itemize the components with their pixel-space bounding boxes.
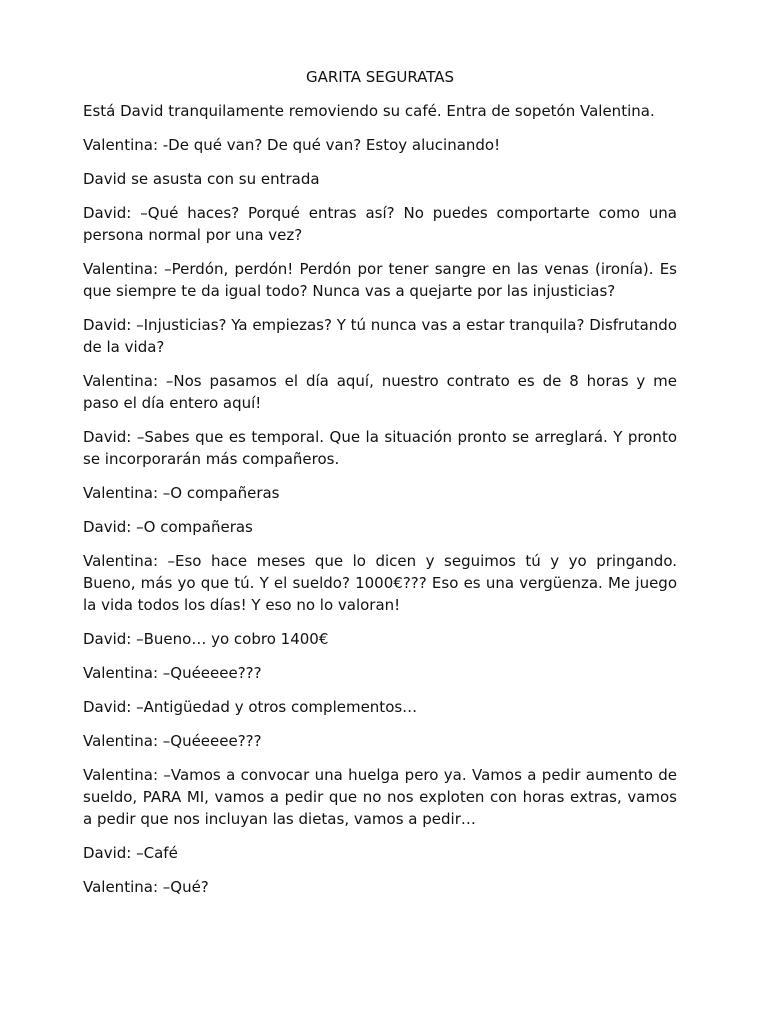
paragraph: Valentina: –Perdón, perdón! Perdón por tener sangre en las venas (ironía). Es que siempre te da igual todo? Nunca vas a quejarte por las injusticias? [83, 260, 677, 300]
paragraph: Valentina: –O compañeras [83, 484, 280, 502]
paragraph: Valentina: –Qué? [83, 878, 209, 896]
paragraph: Valentina: –Eso hace meses que lo dicen y seguimos tú y yo pringando. Bueno, más yo que tú. Y el sueldo? 1000€??? Eso es una vergüenza. Me juego la vida todos los días! Y eso no lo valoran! [83, 552, 677, 614]
paragraph: David: –Antigüedad y otros complementos… [83, 698, 418, 716]
paragraph: Está David tranquilamente removiendo su café. Entra de sopetón Valentina. [83, 102, 655, 120]
paragraph: David: –Qué haces? Porqué entras así? No puedes comportarte como una persona normal por una vez? [83, 204, 677, 244]
paragraph: David: –Sabes que es temporal. Que la situación pronto se arreglará. Y pronto se incorporarán más compañeros. [83, 428, 677, 468]
paragraph: Valentina: -De qué van? De qué van? Estoy alucinando! [83, 136, 501, 154]
paragraph: David: –Bueno… yo cobro 1400€ [83, 630, 329, 648]
paragraph: David se asusta con su entrada [83, 170, 320, 188]
paragraph: Valentina: –Vamos a convocar una huelga pero ya. Vamos a pedir aumento de sueldo, PARA MI, vamos a pedir que no nos exploten con horas extras, vamos a pedir que nos incluyan las dietas, vamos a pedir… [83, 766, 677, 828]
paragraph: Valentina: –Quéeeee??? [83, 732, 262, 750]
paragraph: Valentina: –Nos pasamos el día aquí, nuestro contrato es de 8 horas y me paso el día entero aquí! [83, 372, 677, 412]
document-page [83, 66, 677, 910]
paragraph: David: –O compañeras [83, 518, 253, 536]
paragraph: Valentina: –Quéeeee??? [83, 664, 262, 682]
paragraph: David: –Café [83, 844, 178, 862]
document-title: GARITA SEGURATAS [305, 68, 455, 86]
paragraph: David: –Injusticias? Ya empiezas? Y tú nunca vas a estar tranquila? Disfrutando de la vida? [83, 316, 677, 356]
